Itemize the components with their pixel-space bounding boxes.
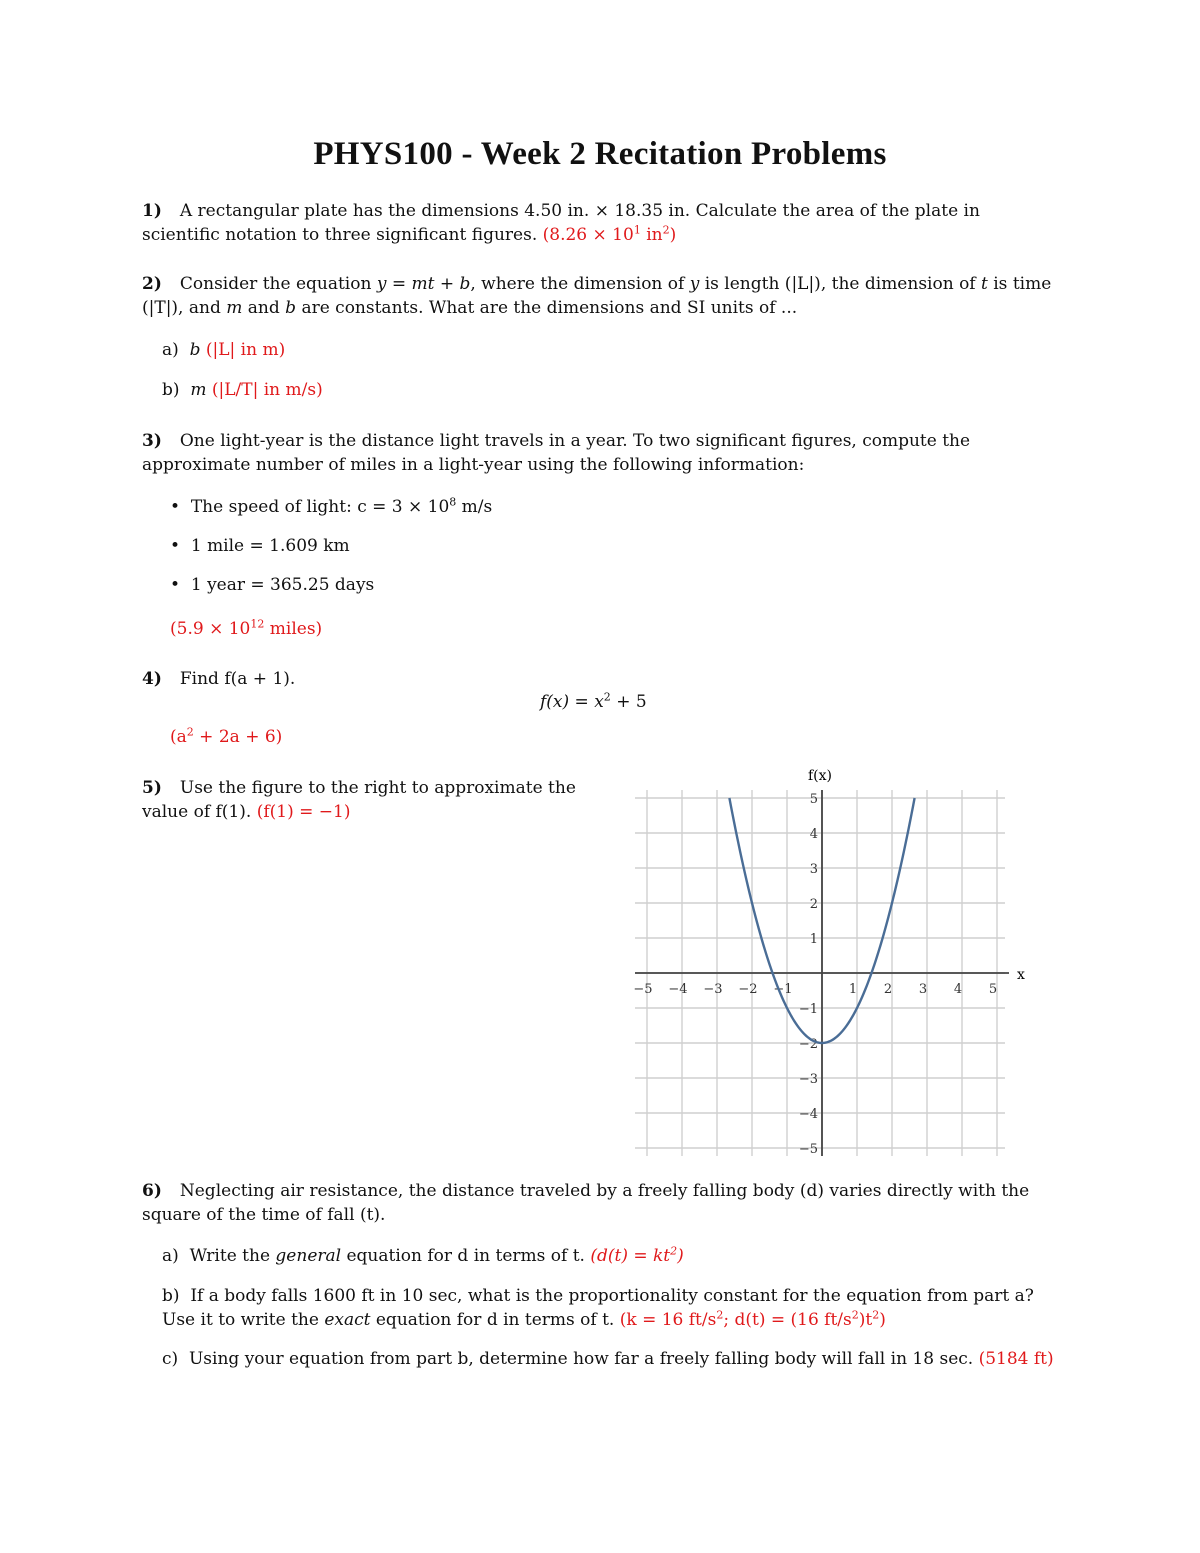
question-6 <box>142 1179 1060 1227</box>
x-tick-label: 2 <box>883 982 893 997</box>
x-tick-label: −5 <box>633 982 653 997</box>
question-number: 1) <box>142 201 162 221</box>
question-number: 3) <box>142 431 162 451</box>
answer: $(d(t) = kt^2)$ <box>590 1244 684 1266</box>
x-tick-label: −1 <box>773 982 793 997</box>
y-tick-label: 4 <box>809 827 818 842</box>
function-graph <box>630 760 1040 1160</box>
question-3 <box>142 429 1060 477</box>
question-number: 5) <box>142 778 162 798</box>
x-tick-label: 5 <box>988 982 998 997</box>
answer: ($5.9 \times 10^{12}$ miles) <box>170 617 323 639</box>
list-item: • 1 mile = 1.609 km <box>170 536 350 556</box>
x-tick-label: 1 <box>848 982 858 997</box>
y-tick-label: 5 <box>809 792 818 807</box>
y-tick-label: −3 <box>798 1072 818 1087</box>
x-tick-label: 3 <box>918 982 928 997</box>
question-text: Neglecting air resistance, the distance traveled by a freely falling body (d) varies directly with the square of the time of fall (t). <box>142 1181 1030 1225</box>
y-axis-label: f(x) <box>807 768 833 784</box>
answer: (|L/T| in m/s) <box>211 380 323 400</box>
question-text: One light-year is the distance light travels in a year. To two significant figures, compute the approximate number of miles in a light-year using the following information: <box>142 431 971 475</box>
question-6c: c) Using your equation from part b, determine how far a freely falling body will fall in 18 sec. (5184 ft) <box>162 1349 1054 1369</box>
x-axis-label: x <box>1017 967 1025 983</box>
y-tick-label: −2 <box>798 1037 818 1052</box>
question-6a: a) Write the general equation for d in terms of t. $(d(t) = kt^2)$ <box>162 1244 684 1266</box>
question-number: 4) <box>142 669 162 689</box>
x-tick-label: −4 <box>668 982 688 997</box>
answer: (|L| in m) <box>205 340 286 360</box>
y-tick-label: 3 <box>809 862 818 877</box>
answer: $(a^2 + 2a + 6)$ <box>170 725 283 747</box>
list-item: • 1 year = 365.25 days <box>170 575 375 595</box>
x-tick-label: −2 <box>738 982 758 997</box>
chart-ticks <box>633 792 997 1157</box>
answer: (k = 16 $ft/s^2$; d(t) = (16 $ft/s^2)t^2$) <box>619 1308 886 1330</box>
answer: (f(1) = −1) <box>256 802 351 822</box>
question-text: Find f(a + 1). <box>179 669 296 689</box>
question-number: 2) <box>142 274 162 294</box>
question-2a: a) b (|L| in m) <box>162 340 286 360</box>
y-tick-label: 1 <box>809 932 818 947</box>
answer: ($8.26 \times 10^1$ $in^2$) <box>542 223 677 245</box>
y-tick-label: 2 <box>809 897 818 912</box>
y-tick-label: −1 <box>798 1002 818 1017</box>
question-6b: b) If a body falls 1600 ft in 10 sec, what is the proportionality constant for the equation from part a? Use it to write the exact equation for d in terms of t. (k = 16 $ft/s^2$; d(t) = (16 $ft/s^2)t^2$) <box>162 1286 1034 1330</box>
question-text: A rectangular plate has the dimensions 4.50 in. × 18.35 in. Calculate the area of the plate in scientific notation to three significant figures. <box>142 201 980 245</box>
question-2b: b) m (|L/T| in m/s) <box>162 380 323 400</box>
y-tick-label: −5 <box>798 1142 818 1157</box>
question-text: Use the figure to the right to approximate the value of f(1). <box>142 778 576 822</box>
equation: $f(x) = x^2 + 5$ <box>540 690 647 712</box>
page-title: PHYS100 - Week 2 Recitation Problems <box>313 136 887 172</box>
question-1 <box>142 199 1060 247</box>
question-5 <box>142 776 592 824</box>
y-tick-label: −4 <box>798 1107 818 1122</box>
chart-axes <box>635 790 1009 1156</box>
question-number: 6) <box>142 1181 162 1201</box>
question-2: 2) Consider the equation y = mt + b, where the dimension of y is length (|L|), the dimension of t is time (|T|), and m and b are constants. What are the dimensions and SI units of ... <box>142 274 1052 318</box>
x-tick-label: 4 <box>953 982 963 997</box>
answer: (5184 ft) <box>978 1349 1054 1369</box>
x-tick-label: −3 <box>703 982 723 997</box>
list-item: • The speed of light: $c = 3 \times 10^8$ m/s <box>170 495 493 517</box>
question-4 <box>142 667 1060 691</box>
